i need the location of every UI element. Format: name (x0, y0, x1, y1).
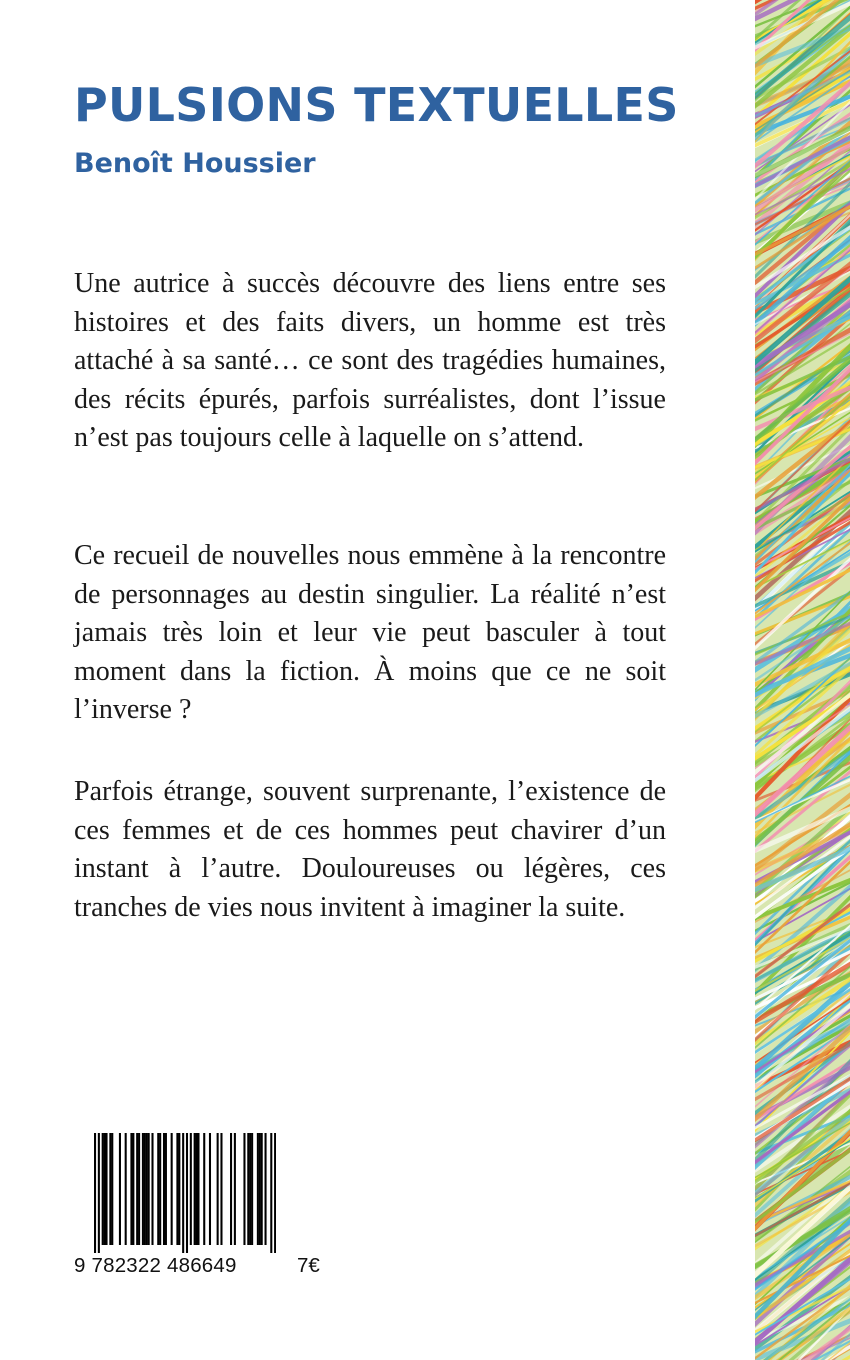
barcode-bar (157, 1133, 159, 1245)
barcode-bar (186, 1133, 188, 1253)
barcode-bar (111, 1133, 113, 1245)
barcode-bar (203, 1133, 205, 1245)
price-label: 7€ (297, 1254, 320, 1277)
blurb-paragraph-1: Une autrice à succès découvre des liens entre ses histoires et des faits divers, un homme est très attaché à sa santé… ce sont des tragédies humaines, des récits épurés, parfois surréalistes, dont l’issue n’est pas toujours celle à laquelle on s’attend. (74, 268, 666, 454)
barcode-bar (148, 1133, 150, 1245)
barcode-bar (247, 1133, 249, 1245)
isbn-number: 9 782322 486649 (74, 1254, 237, 1277)
barcode-bar (98, 1133, 100, 1253)
barcode-bar (94, 1133, 96, 1253)
isbn-barcode (94, 1133, 276, 1253)
barcode-bar (182, 1133, 184, 1253)
barcode-bar (163, 1133, 165, 1245)
barcode-bar (165, 1133, 167, 1245)
barcode-bar (109, 1133, 111, 1245)
barcode-bar (230, 1133, 232, 1245)
barcode-bar (243, 1133, 245, 1245)
barcode-bar (144, 1133, 146, 1245)
barcode-bar (209, 1133, 211, 1245)
decorative-striped-artwork (755, 0, 850, 1360)
barcode-bar (217, 1133, 219, 1245)
barcode-bar (138, 1133, 140, 1245)
book-author: Benoît Houssier (74, 148, 316, 179)
book-title: PULSIONS TEXTUELLES (74, 78, 679, 132)
barcode-bar (104, 1133, 106, 1245)
barcode-bar (171, 1133, 173, 1245)
blurb-paragraph-2: Ce recueil de nouvelles nous emmène à la rencontre de personnages au destin singulier. La réalité n’est jamais très loin et leur vie peut basculer à tout moment dans la fiction. À moins que ce ne soit l’inverse ? (74, 540, 666, 726)
barcode-bar (234, 1133, 236, 1245)
barcode-bar (194, 1133, 196, 1245)
barcode-bar (265, 1133, 267, 1245)
barcode-bar (151, 1133, 153, 1245)
barcode-bar (105, 1133, 107, 1245)
barcode-bar (251, 1133, 253, 1245)
barcode-bar (274, 1133, 276, 1253)
barcode-bar (119, 1133, 121, 1245)
barcode-bar (146, 1133, 148, 1245)
barcode-bar (220, 1133, 222, 1245)
barcode-bar (249, 1133, 251, 1245)
barcode-bar (125, 1133, 127, 1245)
barcode-bar (259, 1133, 261, 1245)
barcode-bar (130, 1133, 132, 1245)
barcode-bar (142, 1133, 144, 1245)
barcode-bar (178, 1133, 180, 1245)
barcode-bar (176, 1133, 178, 1245)
blurb-paragraph-3: Parfois étrange, souvent surprenante, l’existence de ces femmes et de ces hommes peut chavirer d’un instant à l’autre. Douloureuses ou légères, ces tranches de vies nous invitent à imaginer la suite. (74, 776, 666, 923)
barcode-bar (136, 1133, 138, 1245)
barcode-bar (270, 1133, 272, 1253)
barcode-bar (102, 1133, 104, 1245)
barcode-bar (196, 1133, 198, 1245)
barcode-bar (257, 1133, 259, 1245)
barcode-bar (132, 1133, 134, 1245)
barcode-bar (261, 1133, 263, 1245)
barcode-bar (190, 1133, 192, 1245)
barcode-bar (159, 1133, 161, 1245)
barcode-bar (197, 1133, 199, 1245)
